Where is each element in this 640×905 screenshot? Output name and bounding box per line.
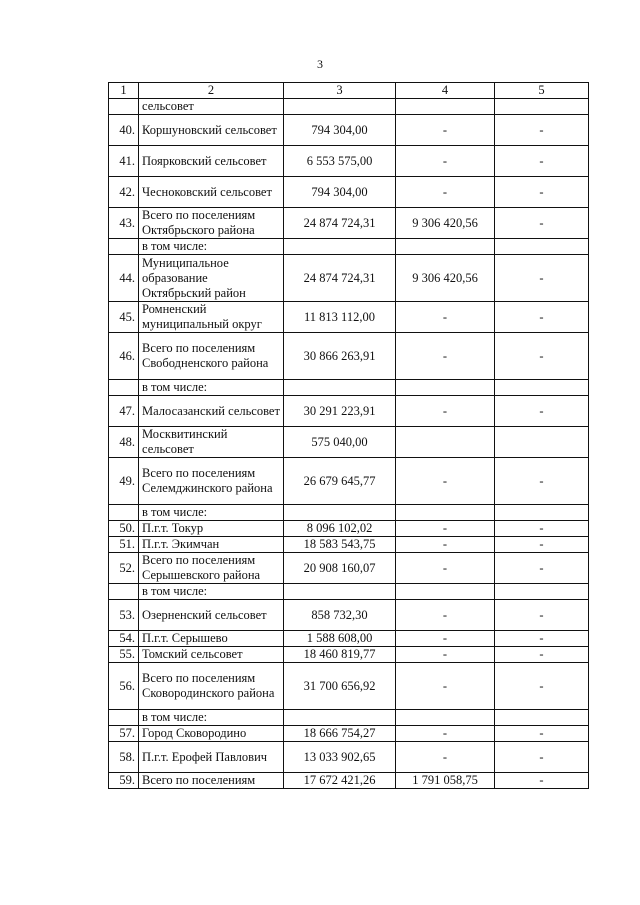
value-col-4: 1 791 058,75 — [396, 773, 495, 789]
value-col-4: - — [396, 631, 495, 647]
value-col-5: - — [495, 115, 589, 146]
value-col-5: - — [495, 208, 589, 239]
value-col-3 — [284, 710, 396, 726]
value-col-3: 18 666 754,27 — [284, 726, 396, 742]
table-header — [109, 83, 589, 99]
row-number: 44. — [109, 255, 139, 302]
table-row — [109, 647, 589, 663]
value-col-4 — [396, 380, 495, 396]
table-row — [109, 773, 589, 789]
value-col-4 — [396, 584, 495, 600]
value-col-4 — [396, 99, 495, 115]
row-name: сельсовет — [139, 99, 284, 115]
row-number: 43. — [109, 208, 139, 239]
value-col-5 — [495, 427, 589, 458]
value-col-4: 9 306 420,56 — [396, 208, 495, 239]
value-col-4 — [396, 505, 495, 521]
table-row — [109, 99, 589, 115]
value-col-4 — [396, 239, 495, 255]
value-col-4: - — [396, 146, 495, 177]
value-col-3: 13 033 902,65 — [284, 742, 396, 773]
value-col-5: - — [495, 521, 589, 537]
table-row — [109, 255, 589, 302]
value-col-5: - — [495, 773, 589, 789]
table-row — [109, 427, 589, 458]
row-name: Малосазанский сельсовет — [139, 396, 284, 427]
row-number: 41. — [109, 146, 139, 177]
table-row — [109, 631, 589, 647]
row-name: в том числе: — [139, 380, 284, 396]
value-col-4: - — [396, 537, 495, 553]
value-col-5 — [495, 99, 589, 115]
value-col-5: - — [495, 396, 589, 427]
value-col-4: - — [396, 663, 495, 710]
column-header-2: 2 — [139, 83, 284, 99]
row-number — [109, 239, 139, 255]
value-col-3: 11 813 112,00 — [284, 302, 396, 333]
row-name: в том числе: — [139, 584, 284, 600]
value-col-4: - — [396, 115, 495, 146]
row-name: Чесноковский сельсовет — [139, 177, 284, 208]
row-number: 42. — [109, 177, 139, 208]
value-col-4: - — [396, 742, 495, 773]
value-col-3 — [284, 505, 396, 521]
table-row — [109, 521, 589, 537]
row-name: в том числе: — [139, 710, 284, 726]
budget-table — [108, 82, 589, 789]
value-col-4: - — [396, 177, 495, 208]
row-number — [109, 710, 139, 726]
row-name: П.г.т. Серышево — [139, 631, 284, 647]
table-row — [109, 553, 589, 584]
row-name: Поярковский сельсовет — [139, 146, 284, 177]
row-name: П.г.т. Экимчан — [139, 537, 284, 553]
value-col-5 — [495, 505, 589, 521]
value-col-4 — [396, 427, 495, 458]
row-number: 47. — [109, 396, 139, 427]
header-row — [109, 83, 589, 99]
row-number: 50. — [109, 521, 139, 537]
row-name: в том числе: — [139, 239, 284, 255]
row-number: 49. — [109, 458, 139, 505]
table-row — [109, 742, 589, 773]
value-col-5: - — [495, 726, 589, 742]
row-number: 53. — [109, 600, 139, 631]
value-col-3: 18 460 819,77 — [284, 647, 396, 663]
row-name: Всего по поселениям Сковородинского района — [139, 663, 284, 710]
row-number: 59. — [109, 773, 139, 789]
row-number: 52. — [109, 553, 139, 584]
value-col-3: 30 866 263,91 — [284, 333, 396, 380]
value-col-3: 20 908 160,07 — [284, 553, 396, 584]
row-name: в том числе: — [139, 505, 284, 521]
table-row — [109, 396, 589, 427]
value-col-4: - — [396, 647, 495, 663]
table-body — [109, 99, 589, 789]
value-col-3: 6 553 575,00 — [284, 146, 396, 177]
table-row — [109, 208, 589, 239]
value-col-4 — [396, 710, 495, 726]
row-number: 40. — [109, 115, 139, 146]
value-col-4: - — [396, 396, 495, 427]
value-col-3: 17 672 421,26 — [284, 773, 396, 789]
column-header-3: 3 — [284, 83, 396, 99]
table-row — [109, 239, 589, 255]
value-col-5: - — [495, 537, 589, 553]
value-col-3: 794 304,00 — [284, 115, 396, 146]
table-row — [109, 726, 589, 742]
table-row — [109, 505, 589, 521]
row-number — [109, 505, 139, 521]
row-number — [109, 380, 139, 396]
row-name: Томский сельсовет — [139, 647, 284, 663]
value-col-5: - — [495, 663, 589, 710]
row-name: П.г.т. Токур — [139, 521, 284, 537]
table-row — [109, 380, 589, 396]
row-name: Всего по поселениям — [139, 773, 284, 789]
value-col-3 — [284, 380, 396, 396]
row-name: Озерненский сельсовет — [139, 600, 284, 631]
table-row — [109, 146, 589, 177]
row-number: 54. — [109, 631, 139, 647]
table-row — [109, 537, 589, 553]
table-row — [109, 458, 589, 505]
row-name: Всего по поселениям Серышевского района — [139, 553, 284, 584]
row-number — [109, 99, 139, 115]
value-col-5 — [495, 239, 589, 255]
row-name: Город Сковородино — [139, 726, 284, 742]
value-col-5: - — [495, 553, 589, 584]
row-number: 48. — [109, 427, 139, 458]
value-col-5: - — [495, 255, 589, 302]
value-col-3: 18 583 543,75 — [284, 537, 396, 553]
value-col-3: 24 874 724,31 — [284, 208, 396, 239]
row-number: 51. — [109, 537, 139, 553]
value-col-4: - — [396, 600, 495, 631]
row-name: Всего по поселениям Селемджинского района — [139, 458, 284, 505]
value-col-4: - — [396, 458, 495, 505]
value-col-3 — [284, 99, 396, 115]
table-row — [109, 115, 589, 146]
row-name: Всего по поселениям Октябрьского района — [139, 208, 284, 239]
row-name: Коршуновский сельсовет — [139, 115, 284, 146]
value-col-5 — [495, 584, 589, 600]
value-col-3 — [284, 239, 396, 255]
value-col-4: - — [396, 302, 495, 333]
column-header-4: 4 — [396, 83, 495, 99]
value-col-3: 8 096 102,02 — [284, 521, 396, 537]
row-number: 55. — [109, 647, 139, 663]
row-name: Всего по поселениям Свободненского района — [139, 333, 284, 380]
value-col-3: 26 679 645,77 — [284, 458, 396, 505]
value-col-5: - — [495, 302, 589, 333]
row-name: Ромненский муниципальный округ — [139, 302, 284, 333]
value-col-5 — [495, 380, 589, 396]
value-col-3 — [284, 584, 396, 600]
value-col-5: - — [495, 333, 589, 380]
value-col-4: - — [396, 333, 495, 380]
table-row — [109, 710, 589, 726]
row-name: Муниципальное образование Октябрьский район — [139, 255, 284, 302]
row-name: Москвитинский сельсовет — [139, 427, 284, 458]
table-row — [109, 302, 589, 333]
table-row — [109, 600, 589, 631]
row-number: 58. — [109, 742, 139, 773]
value-col-5: - — [495, 177, 589, 208]
value-col-5: - — [495, 742, 589, 773]
value-col-3: 30 291 223,91 — [284, 396, 396, 427]
value-col-3: 794 304,00 — [284, 177, 396, 208]
value-col-5 — [495, 710, 589, 726]
table-row — [109, 584, 589, 600]
table-row — [109, 663, 589, 710]
value-col-3: 24 874 724,31 — [284, 255, 396, 302]
value-col-3: 31 700 656,92 — [284, 663, 396, 710]
value-col-3: 575 040,00 — [284, 427, 396, 458]
row-name: П.г.т. Ерофей Павлович — [139, 742, 284, 773]
column-header-1: 1 — [109, 83, 139, 99]
row-number: 57. — [109, 726, 139, 742]
value-col-4: 9 306 420,56 — [396, 255, 495, 302]
table-row — [109, 177, 589, 208]
value-col-3: 1 588 608,00 — [284, 631, 396, 647]
table-row — [109, 333, 589, 380]
value-col-3: 858 732,30 — [284, 600, 396, 631]
value-col-4: - — [396, 726, 495, 742]
row-number: 56. — [109, 663, 139, 710]
value-col-5: - — [495, 647, 589, 663]
row-number: 46. — [109, 333, 139, 380]
value-col-5: - — [495, 146, 589, 177]
value-col-4: - — [396, 553, 495, 584]
value-col-5: - — [495, 458, 589, 505]
row-number — [109, 584, 139, 600]
page-number: 3 — [317, 57, 323, 71]
row-number: 45. — [109, 302, 139, 333]
value-col-5: - — [495, 600, 589, 631]
value-col-4: - — [396, 521, 495, 537]
value-col-5: - — [495, 631, 589, 647]
column-header-5: 5 — [495, 83, 589, 99]
